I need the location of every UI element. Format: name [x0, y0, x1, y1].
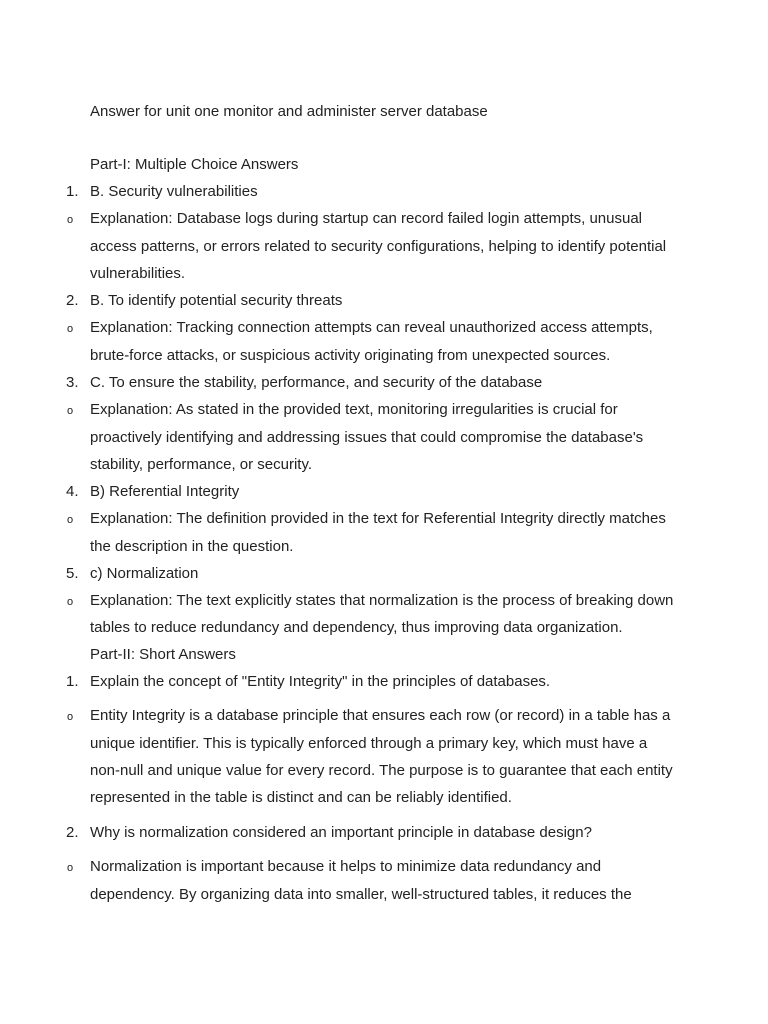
short-number: 2. — [66, 824, 79, 841]
bullet-icon: o — [67, 214, 74, 226]
mc-explanation-line: tables to reduce redundancy and dependency, thus improving data organization. — [90, 619, 623, 636]
mc-number: 3. — [66, 374, 79, 391]
mc-explanation-line: Explanation: The definition provided in the text for Referential Integrity directly matches — [90, 510, 666, 527]
mc-answer: c) Normalization — [90, 565, 199, 582]
short-question: Why is normalization considered an important principle in database design? — [90, 824, 592, 841]
short-question: Explain the concept of "Entity Integrity" in the principles of databases. — [90, 673, 551, 690]
bullet-icon: o — [67, 596, 74, 608]
bullet-icon: o — [67, 405, 74, 417]
mc-explanation-line: brute-force attacks, or suspicious activity originating from unexpected sources. — [90, 347, 611, 364]
mc-explanation-line: access patterns, or errors related to security configurations, helping to identify potential — [90, 238, 667, 255]
mc-explanation-line: proactively identifying and addressing issues that could compromise the database's — [90, 429, 644, 446]
bullet-icon: o — [67, 862, 74, 874]
mc-answer: B. To identify potential security threats — [90, 292, 343, 309]
short-number: 1. — [66, 673, 79, 690]
part1-heading: Part-I: Multiple Choice Answers — [90, 156, 299, 173]
mc-answer: B) Referential Integrity — [90, 483, 240, 500]
mc-explanation-line: stability, performance, or security. — [90, 456, 313, 473]
short-answer-line: non-null and unique value for every record. The purpose is to guarantee that each entity — [90, 762, 673, 779]
bullet-icon: o — [67, 323, 74, 335]
mc-explanation-line: vulnerabilities. — [90, 265, 186, 282]
part2-heading: Part-II: Short Answers — [90, 646, 236, 663]
mc-explanation-line: Explanation: The text explicitly states that normalization is the process of breaking down — [90, 592, 674, 609]
mc-number: 1. — [66, 183, 79, 200]
mc-answer: C. To ensure the stability, performance, and security of the database — [90, 374, 543, 391]
mc-number: 4. — [66, 483, 79, 500]
mc-explanation-line: Explanation: Database logs during startup can record failed login attempts, unusual — [90, 210, 643, 227]
mc-number: 5. — [66, 565, 79, 582]
mc-explanation-line: the description in the question. — [90, 538, 294, 555]
short-answer-line: unique identifier. This is typically enforced through a primary key, which must have a — [90, 735, 648, 752]
mc-answer: B. Security vulnerabilities — [90, 183, 258, 200]
mc-explanation-line: Explanation: As stated in the provided text, monitoring irregularities is crucial for — [90, 401, 618, 418]
short-answer-line: dependency. By organizing data into smaller, well-structured tables, it reduces the — [90, 886, 632, 903]
mc-explanation-line: Explanation: Tracking connection attempts can reveal unauthorized access attempts, — [90, 319, 653, 336]
bullet-icon: o — [67, 711, 74, 723]
bullet-icon: o — [67, 514, 74, 526]
short-answer-line: represented in the table is distinct and can be reliably identified. — [90, 789, 512, 806]
mc-number: 2. — [66, 292, 79, 309]
short-answer-line: Entity Integrity is a database principle that ensures each row (or record) in a table has a — [90, 707, 671, 724]
document-title: Answer for unit one monitor and administer server database — [90, 103, 488, 120]
short-answer-line: Normalization is important because it helps to minimize data redundancy and — [90, 858, 602, 875]
